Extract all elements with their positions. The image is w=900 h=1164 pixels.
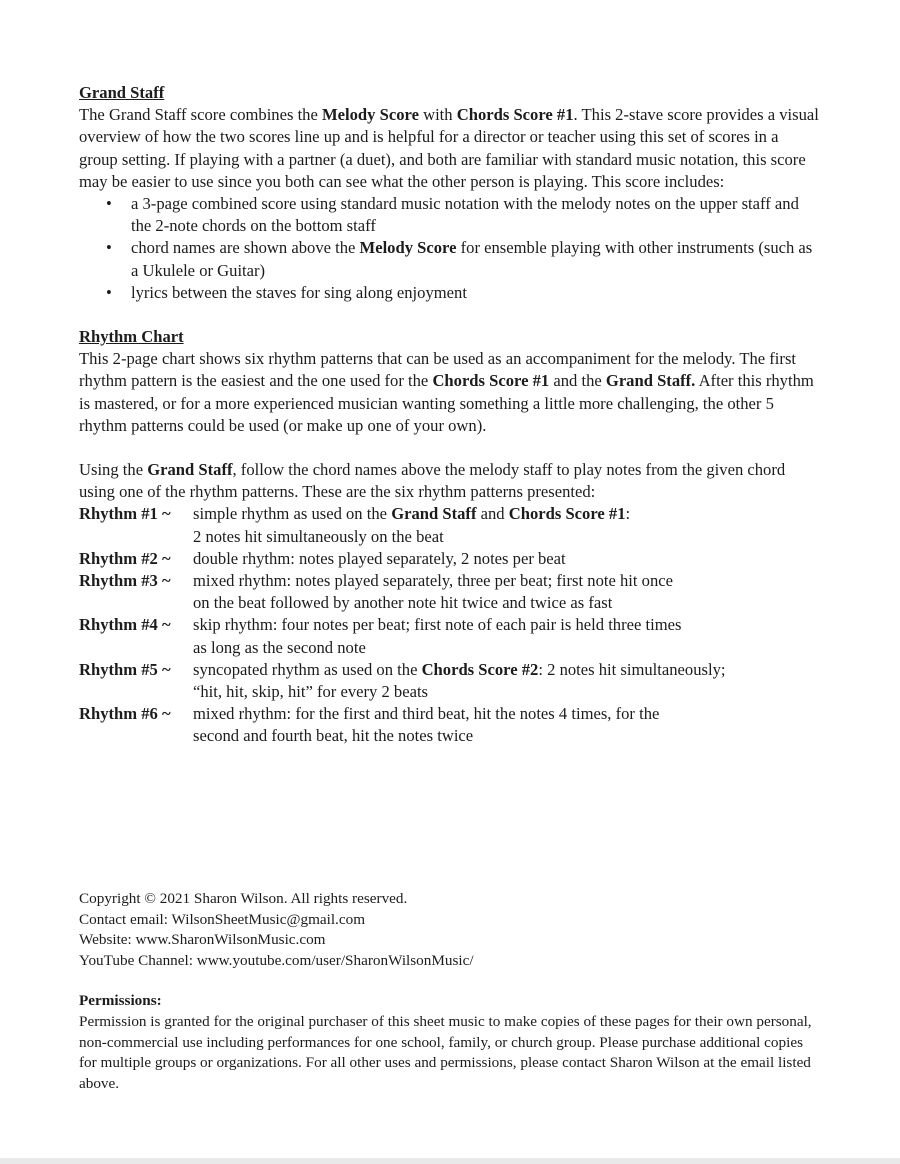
permissions-text: Permission is granted for the original purchaser of this sheet music to make copies of these pages for their own personal, non-commercial use including performances for one school, family, or church group. Please purchase additional copies for multiple groups or organizations. For all other uses and permissions, please contact Sharon Wilson at the email listed above. <box>79 1012 812 1092</box>
bullet-icon: • <box>106 194 112 214</box>
section-heading-grand-staff: Grand Staff <box>79 83 165 102</box>
list-item: • chord names are shown above the Melody Score for ensemble playing with other instruments (such as a Ukulele or Guitar) <box>106 238 813 280</box>
rhythm-label: Rhythm #3 ~ <box>79 571 171 591</box>
bullet-icon: • <box>106 282 112 302</box>
rhythm-chart-paragraph-2: Using the Grand Staff, follow the chord names above the melody staff to play notes from the given chord using one of the rhythm patterns. These are the six rhythm patterns presented: <box>79 460 786 502</box>
rhythm-description: mixed rhythm: notes played separately, three per beat; first note hit once on the beat followed by another note hit twice and twice as fast <box>193 571 673 613</box>
bullet-icon: • <box>106 238 112 258</box>
list-item: • a 3-page combined score using standard music notation with the melody notes on the upper staff and the 2-note chords on the bottom staff <box>106 194 799 236</box>
rhythm-chart-paragraph-1: This 2-page chart shows six rhythm patterns that can be used as an accompaniment for the melody. The first rhythm pattern is the easiest and the one used for the Chords Score #1 and the Grand Staff. After this rhythm is mastered, or for a more experienced musician wanting something a little more challenging, the other 5 rhythm patterns could be used (or make up one of your own). <box>79 349 814 435</box>
rhythm-description: skip rhythm: four notes per beat; first note of each pair is held three times as long as the second note <box>193 615 682 657</box>
copyright-line: Copyright © 2021 Sharon Wilson. All rights reserved. <box>79 890 408 907</box>
rhythm-label: Rhythm #5 ~ <box>79 659 171 679</box>
rhythm-description: double rhythm: notes played separately, 2 notes per beat <box>193 548 566 568</box>
rhythm-label: Rhythm #4 ~ <box>79 615 171 635</box>
website-line: Website: www.SharonWilsonMusic.com <box>79 931 326 949</box>
permissions-heading: Permissions: <box>79 992 162 1010</box>
contact-email-line: Contact email: WilsonSheetMusic@gmail.com <box>79 910 366 928</box>
list-item: • lyrics between the staves for sing along enjoyment <box>79 282 819 304</box>
rhythm-list <box>79 503 819 747</box>
rhythm-description: mixed rhythm: for the first and third beat, hit the notes 4 times, for the second and fourth beat, hit the notes twice <box>193 704 660 746</box>
rhythm-item-4 <box>79 614 819 658</box>
footer <box>79 889 819 1094</box>
rhythm-item-5 <box>79 659 819 703</box>
rhythm-item-3 <box>79 570 819 614</box>
rhythm-item-1 <box>79 503 819 547</box>
page-bottom-edge <box>0 1158 900 1164</box>
rhythm-item-2 <box>79 548 819 570</box>
rhythm-label: Rhythm #2 ~ <box>79 548 171 568</box>
rhythm-item-6 <box>79 703 819 747</box>
rhythm-label: Rhythm #1 ~ <box>79 504 171 524</box>
rhythm-label: Rhythm #6 ~ <box>79 704 171 724</box>
rhythm-description: syncopated rhythm as used on the Chords Score #2: 2 notes hit simultaneously; “hit, hit, skip, hit” for every 2 beats <box>193 659 726 702</box>
document-body <box>79 82 819 748</box>
rhythm-description: simple rhythm as used on the Grand Staff and Chords Score #1: 2 notes hit simultaneously on the beat <box>193 504 631 546</box>
section-heading-rhythm-chart: Rhythm Chart <box>79 327 184 347</box>
youtube-line: YouTube Channel: www.youtube.com/user/SharonWilsonMusic/ <box>79 951 474 969</box>
grand-staff-bullet-list <box>79 193 819 304</box>
grand-staff-intro: The Grand Staff score combines the Melody Score with Chords Score #1. This 2-stave score provides a visual overview of how the two scores line up and is helpful for a director or teacher using this set of scores in a group setting. If playing with a partner (a duet), and both are familiar with standard music notation, this score may be easier to use since you both can see what the other person is playing. This score includes: <box>79 105 819 191</box>
